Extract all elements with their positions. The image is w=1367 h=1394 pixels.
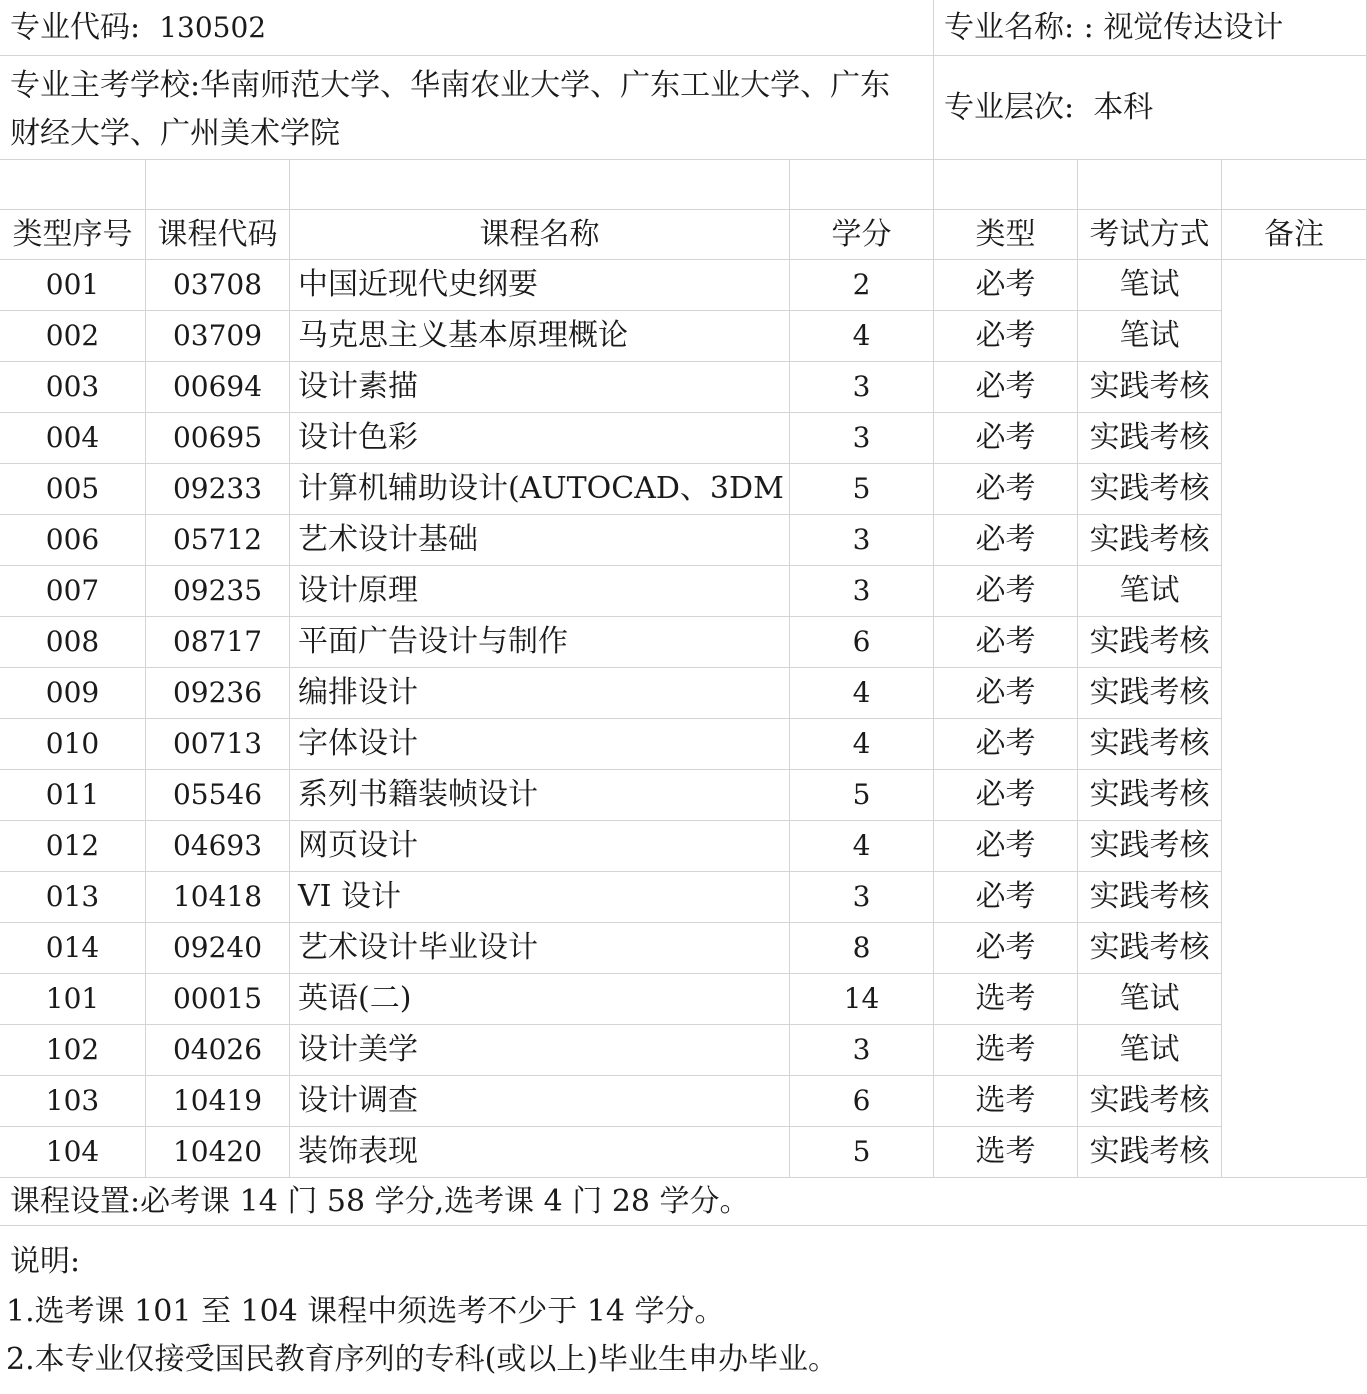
course-name-cell: 中国近现代史纲要: [290, 260, 790, 311]
course-type-cell: 必考: [934, 821, 1078, 872]
course-credit-cell: 3: [790, 413, 934, 464]
course-exam-cell: 实践考核: [1078, 1127, 1222, 1178]
column-header-credit: 学分: [790, 210, 934, 260]
schools-value: 华南师范大学、华南农业大学、广东工业大学、广东财经大学、广州美术学院: [10, 68, 891, 151]
notes-title: 说明:: [10, 1244, 81, 1279]
spacer-cell: [146, 160, 290, 210]
course-code-cell: 03708: [146, 260, 290, 311]
course-seq-cell: 008: [0, 617, 146, 668]
note-1: 1.选考课 101 至 104 课程中须选考不少于 14 学分。: [6, 1294, 725, 1329]
course-code-cell: 09240: [146, 923, 290, 974]
note-2: 2.本专业仅接受国民教育序列的专科(或以上)毕业生申办毕业。: [6, 1342, 839, 1377]
course-name-cell: 设计原理: [290, 566, 790, 617]
course-name-cell: 装饰表现: [290, 1127, 790, 1178]
course-seq-cell: 001: [0, 260, 146, 311]
course-name-cell: VI 设计: [290, 872, 790, 923]
level-label: 专业层次:: [944, 89, 1075, 125]
course-name-cell: 编排设计: [290, 668, 790, 719]
course-credit-cell: 6: [790, 1076, 934, 1127]
major-name-label: 专业名称: :: [944, 9, 1094, 45]
course-type-cell: 必考: [934, 260, 1078, 311]
course-type-cell: 必考: [934, 617, 1078, 668]
course-name-cell: 网页设计: [290, 821, 790, 872]
course-exam-cell: 实践考核: [1078, 617, 1222, 668]
major-code-cell: [0, 0, 934, 56]
course-seq-cell: 009: [0, 668, 146, 719]
course-name-cell: 平面广告设计与制作: [290, 617, 790, 668]
course-code-cell: 00695: [146, 413, 290, 464]
course-type-cell: 必考: [934, 566, 1078, 617]
course-seq-cell: 005: [0, 464, 146, 515]
course-credit-cell: 3: [790, 362, 934, 413]
course-type-cell: 必考: [934, 362, 1078, 413]
major-name-value: 视觉传达设计: [1103, 9, 1284, 45]
course-seq-cell: 010: [0, 719, 146, 770]
course-type-cell: 必考: [934, 872, 1078, 923]
column-header-code: 课程代码: [146, 210, 290, 260]
course-seq-cell: 012: [0, 821, 146, 872]
course-credit-cell: 4: [790, 668, 934, 719]
course-exam-cell: 笔试: [1078, 566, 1222, 617]
course-name-cell: 字体设计: [290, 719, 790, 770]
course-credit-cell: 5: [790, 770, 934, 821]
spacer-cell: [1078, 160, 1222, 210]
course-seq-cell: 006: [0, 515, 146, 566]
course-type-cell: 必考: [934, 770, 1078, 821]
course-exam-cell: 实践考核: [1078, 923, 1222, 974]
course-name-cell: 设计美学: [290, 1025, 790, 1076]
course-name-cell: 系列书籍装帧设计: [290, 770, 790, 821]
course-type-cell: 选考: [934, 1076, 1078, 1127]
course-seq-cell: 003: [0, 362, 146, 413]
course-credit-cell: 14: [790, 974, 934, 1025]
course-exam-cell: 笔试: [1078, 974, 1222, 1025]
course-code-cell: 05712: [146, 515, 290, 566]
course-credit-cell: 4: [790, 821, 934, 872]
course-code-cell: 09233: [146, 464, 290, 515]
course-name-cell: 马克思主义基本原理概论: [290, 311, 790, 362]
course-type-cell: 必考: [934, 515, 1078, 566]
course-code-cell: 10419: [146, 1076, 290, 1127]
course-type-cell: 选考: [934, 1127, 1078, 1178]
course-exam-cell: 实践考核: [1078, 872, 1222, 923]
course-code-cell: 00015: [146, 974, 290, 1025]
course-code-cell: 00713: [146, 719, 290, 770]
course-exam-cell: 笔试: [1078, 260, 1222, 311]
course-seq-cell: 014: [0, 923, 146, 974]
course-code-cell: 04693: [146, 821, 290, 872]
course-code-cell: 10420: [146, 1127, 290, 1178]
course-code-cell: 08717: [146, 617, 290, 668]
spacer-cell: [1222, 160, 1367, 210]
course-credit-cell: 4: [790, 311, 934, 362]
course-seq-cell: 103: [0, 1076, 146, 1127]
course-exam-cell: 实践考核: [1078, 821, 1222, 872]
course-type-cell: 必考: [934, 413, 1078, 464]
summary-line: 课程设置:必考课 14 门 58 学分,选考课 4 门 28 学分。: [0, 1178, 1367, 1226]
course-exam-cell: 笔试: [1078, 311, 1222, 362]
course-credit-cell: 2: [790, 260, 934, 311]
course-credit-cell: 5: [790, 464, 934, 515]
course-seq-cell: 101: [0, 974, 146, 1025]
column-header-note: 备注: [1222, 210, 1367, 260]
course-seq-cell: 104: [0, 1127, 146, 1178]
spacer-cell: [290, 160, 790, 210]
major-name-cell: [934, 0, 1367, 56]
course-type-cell: 必考: [934, 668, 1078, 719]
course-credit-cell: 3: [790, 872, 934, 923]
course-credit-cell: 8: [790, 923, 934, 974]
course-name-cell: 设计素描: [290, 362, 790, 413]
course-code-cell: 03709: [146, 311, 290, 362]
course-seq-cell: 013: [0, 872, 146, 923]
course-exam-cell: 实践考核: [1078, 413, 1222, 464]
column-header-type: 类型: [934, 210, 1078, 260]
column-header-exam: 考试方式: [1078, 210, 1222, 260]
course-credit-cell: 5: [790, 1127, 934, 1178]
course-seq-cell: 011: [0, 770, 146, 821]
course-code-cell: 00694: [146, 362, 290, 413]
level-value: 本科: [1093, 89, 1154, 125]
course-credit-cell: 3: [790, 566, 934, 617]
course-exam-cell: 笔试: [1078, 1025, 1222, 1076]
course-name-cell: 艺术设计毕业设计: [290, 923, 790, 974]
course-code-cell: 09236: [146, 668, 290, 719]
course-type-cell: 选考: [934, 974, 1078, 1025]
course-type-cell: 必考: [934, 719, 1078, 770]
major-code-value: 130502: [159, 10, 267, 44]
course-name-cell: 计算机辅助设计(AUTOCAD、3DM: [290, 464, 790, 515]
course-type-cell: 选考: [934, 1025, 1078, 1076]
column-header-seq: 类型序号: [0, 210, 146, 260]
course-exam-cell: 实践考核: [1078, 515, 1222, 566]
course-name-cell: 英语(二): [290, 974, 790, 1025]
course-credit-cell: 4: [790, 719, 934, 770]
course-credit-cell: 3: [790, 515, 934, 566]
course-exam-cell: 实践考核: [1078, 719, 1222, 770]
course-seq-cell: 007: [0, 566, 146, 617]
course-name-cell: 设计调查: [290, 1076, 790, 1127]
major-code-label: 专业代码:: [10, 9, 141, 45]
course-seq-cell: 102: [0, 1025, 146, 1076]
column-header-name: 课程名称: [290, 210, 790, 260]
spacer-cell: [0, 160, 146, 210]
course-exam-cell: 实践考核: [1078, 464, 1222, 515]
course-credit-cell: 6: [790, 617, 934, 668]
level-cell: [934, 56, 1367, 160]
schools-cell: [0, 56, 934, 160]
course-seq-cell: 004: [0, 413, 146, 464]
note-cell: [1222, 260, 1367, 1178]
spacer-cell: [790, 160, 934, 210]
course-code-cell: 10418: [146, 872, 290, 923]
course-name-cell: 设计色彩: [290, 413, 790, 464]
course-exam-cell: 实践考核: [1078, 362, 1222, 413]
course-code-cell: 05546: [146, 770, 290, 821]
course-type-cell: 必考: [934, 923, 1078, 974]
spacer-cell: [934, 160, 1078, 210]
course-code-cell: 09235: [146, 566, 290, 617]
course-credit-cell: 3: [790, 1025, 934, 1076]
course-type-cell: 必考: [934, 464, 1078, 515]
course-name-cell: 艺术设计基础: [290, 515, 790, 566]
course-exam-cell: 实践考核: [1078, 1076, 1222, 1127]
course-seq-cell: 002: [0, 311, 146, 362]
schools-label: 专业主考学校:: [10, 68, 201, 103]
course-code-cell: 04026: [146, 1025, 290, 1076]
course-exam-cell: 实践考核: [1078, 770, 1222, 821]
course-type-cell: 必考: [934, 311, 1078, 362]
course-exam-cell: 实践考核: [1078, 668, 1222, 719]
